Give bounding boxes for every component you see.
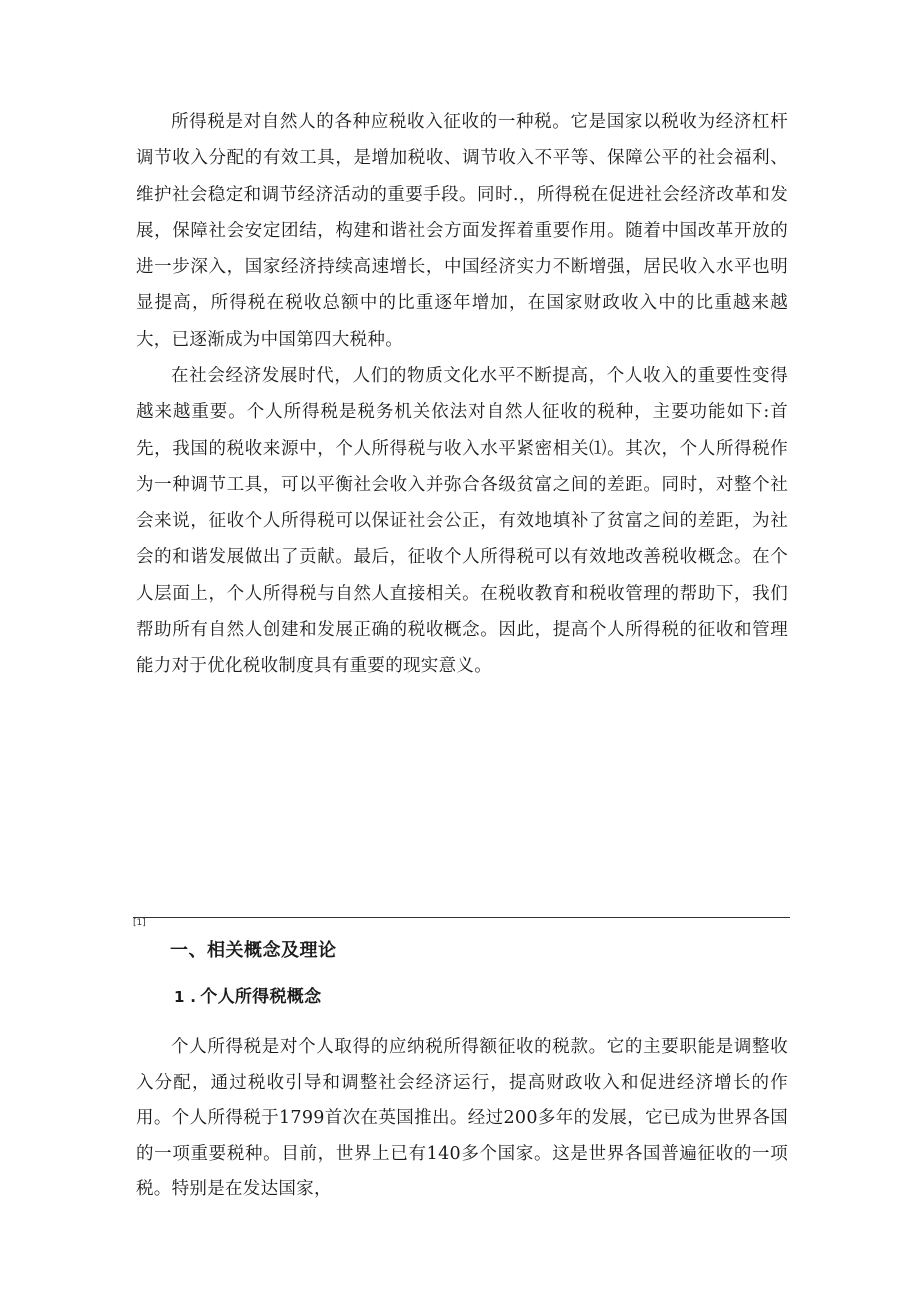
subsection-title: 个人所得税概念 xyxy=(200,987,322,1007)
section-heading: 一、相关概念及理论 xyxy=(170,940,337,961)
intro-paragraph-2: 在社会经济发展时代，人们的物质文化水平不断提高，个人收入的重要性变得越来越重要。个人所得税是税务机关依法对自然人征收的税种，主要功能如下:首先，我国的税收来源中，个人所得税与收入水平紧密相关⑴。其次，个人所得税作为一种调节工具，可以平衡社会收入并弥合各级贫富之间的差距。同时，对整个社会来说，征收个人所得税可以保证社会公正，有效地填补了贫富之间的差距，为社会的和谐发展做出了贡献。最后，征收个人所得税可以有效地改善税收概念。在个人层面上，个人所得税与自然人直接相关。在税收教育和税收管理的帮助下，我们帮助所有自然人创建和发展正确的税收概念。因此，提高个人所得税的征收和管理能力对于优化税收制度具有重要的现实意义。 xyxy=(136,366,788,677)
section-paragraph: 个人所得税是对个人取得的应纳税所得额征收的税款。它的主要职能是调整收入分配，通过税收引导和调整社会经济运行，提高财政收入和促进经济增长的作用。个人所得税于1799首次在英国推出。经过200多年的发展，它已成为世界各国的一项重要税种。目前，世界上已有140多个国家。这是世界各国普遍征收的一项税。特别是在发达国家， xyxy=(136,1037,788,1199)
subsection-heading xyxy=(174,984,321,1010)
footnote-mark: [1] xyxy=(133,918,146,928)
intro-paragraph-1: 所得税是对自然人的各种应税收入征收的一种税。它是国家以税收为经济杠杆调节收入分配的有效工具，是增加税收、调节收入不平等、保障公平的社会福利、维护社会稳定和调节经济活动的重要手段。同时.，所得税在促进社会经济改革和发展，保障社会安定团结，构建和谐社会方面发挥着重要作用。随着中国改革开放的进一步深入，国家经济持续高速增长，中国经济实力不断增强，居民收入水平也明显提高，所得税在税收总额中的比重逐年增加，在国家财政收入中的比重越来越大，已逐渐成为中国第四大税种。 xyxy=(136,112,788,350)
footnote-separator xyxy=(133,917,790,918)
subsection-number: 1 . xyxy=(174,988,197,1006)
